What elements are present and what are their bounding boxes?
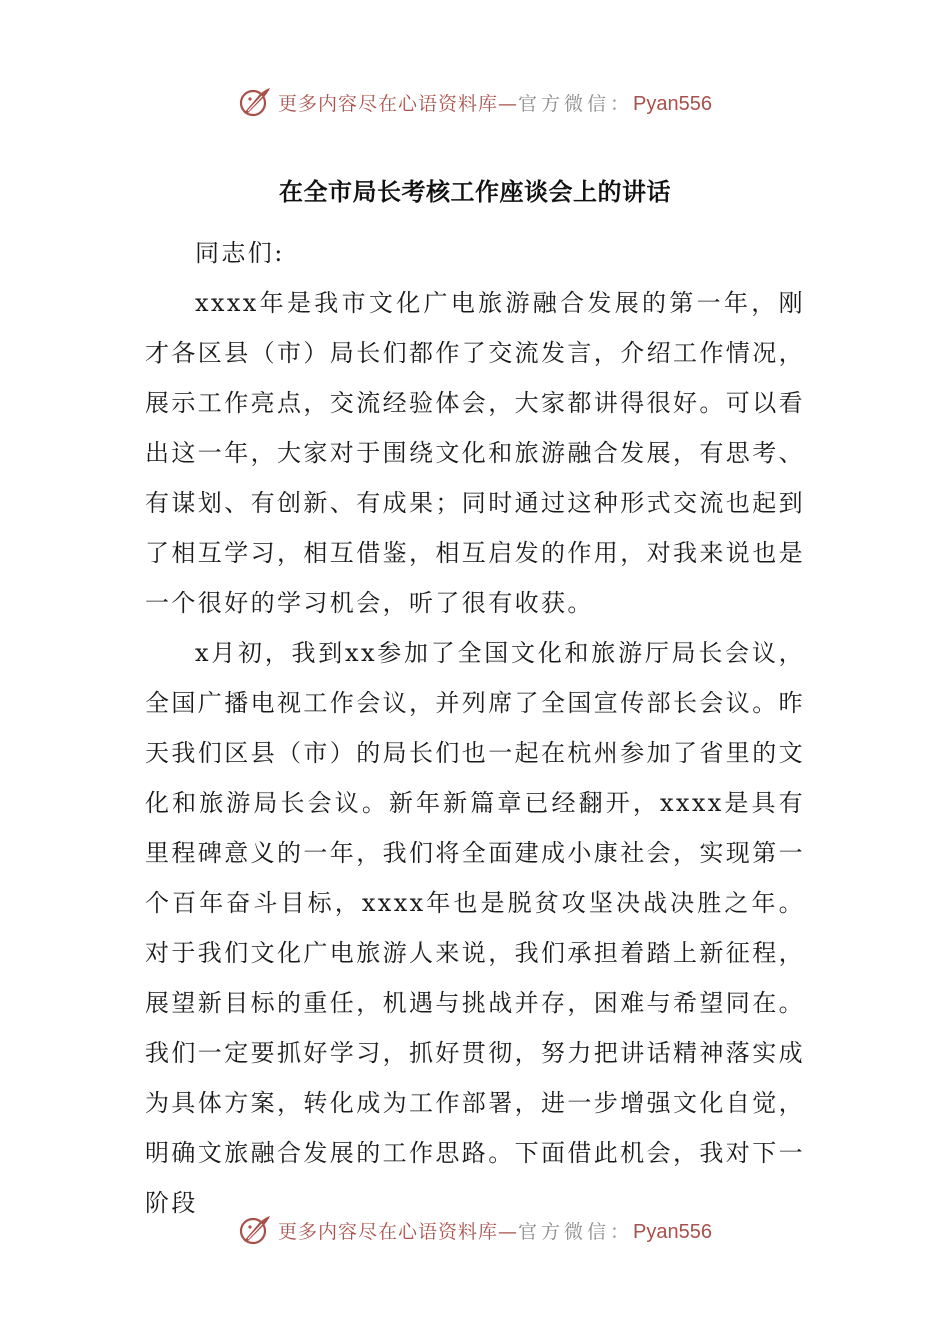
body-paragraph: x月初，我到xx参加了全国文化和旅游厅局长会议，全国广播电视工作会议，并列席了全国宣传部长会议。昨天我们区县（市）的局长们也一起在杭州参加了省里的文化和旅游局长会议。新年新篇章已经翻开，xxxx是具有里程碑意义的一年，我们将全面建成小康社会，实现第一个百年奋斗目标，xxxx年也是脱贫攻坚决战决胜之年。对于我们文化广电旅游人来说，我们承担着踏上新征程，展望新目标的重任，机遇与挑战并存，困难与希望同在。我们一定要抓好学习，抓好贯彻，努力把讲话精神落实成为具体方案，转化成为工作部署，进一步增强文化自觉，明确文旅融合发展的工作思路。下面借此机会，我对下一阶段 — [145, 639, 805, 1217]
watermark-text — [278, 89, 712, 116]
watermark-dash: — — [498, 92, 519, 115]
watermark-site-text: 更多内容尽在心语资料库 — [278, 1220, 499, 1243]
footer-watermark — [0, 1210, 950, 1250]
document-title: 在全市局长考核工作座谈会上的讲话 — [279, 177, 671, 206]
quill-pen-logo-icon — [238, 1213, 272, 1247]
quill-pen-logo-icon — [238, 85, 272, 119]
watermark-site-text: 更多内容尽在心语资料库 — [278, 92, 499, 115]
watermark-wechat-label: 官方微信： — [518, 1220, 634, 1243]
salutation: 同志们: — [195, 239, 285, 267]
watermark-text — [278, 1217, 712, 1244]
watermark-dash: — — [498, 1220, 519, 1243]
body-paragraph: xxxx年是我市文化广电旅游融合发展的第一年，刚才各区县（市）局长们都作了交流发言，介绍工作情况，展示工作亮点，交流经验体会，大家都讲得很好。可以看出这一年，大家对于围绕文化和旅游融合发展，有思考、有谋划、有创新、有成果；同时通过这种形式交流也起到了相互学习，相互借鉴，相互启发的作用，对我来说也是一个很好的学习机会，听了很有收获。 — [145, 289, 805, 617]
watermark-wechat-id: Pyan556 — [633, 92, 712, 115]
watermark-wechat-id: Pyan556 — [633, 1220, 712, 1243]
document-body — [145, 228, 805, 1228]
watermark-wechat-label: 官方微信： — [518, 92, 634, 115]
header-watermark — [0, 82, 950, 122]
